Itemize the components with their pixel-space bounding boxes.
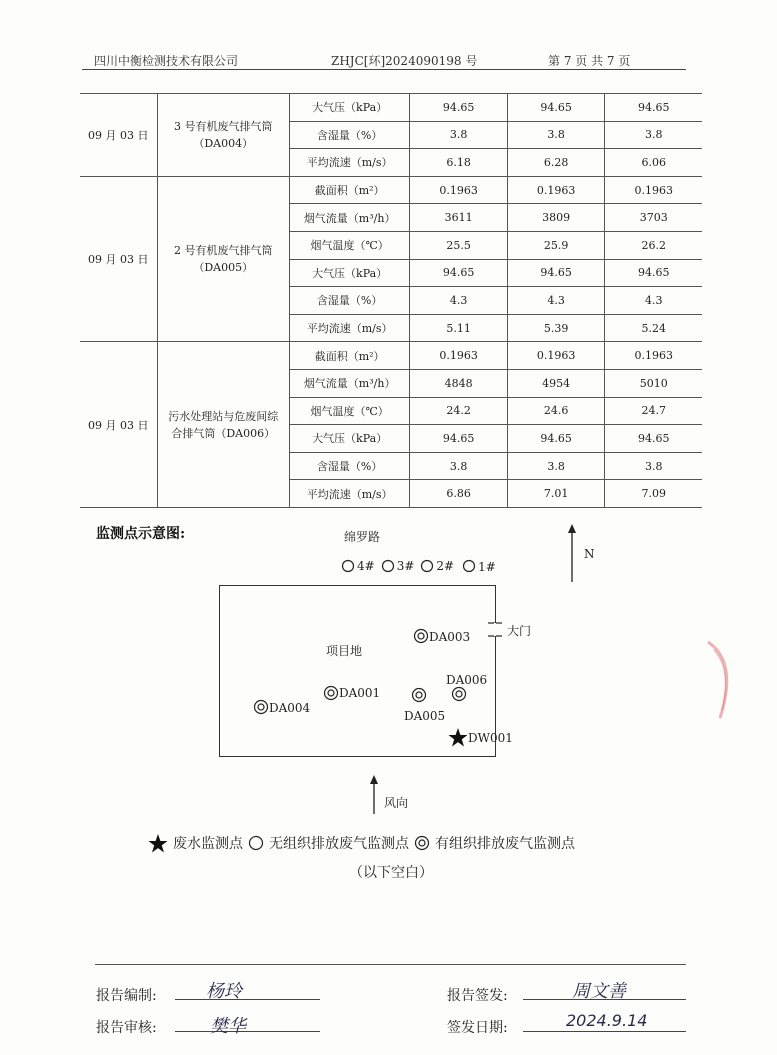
value-cell: 0.1963 [605, 176, 702, 204]
gate-icon [485, 620, 505, 640]
footer-rule [95, 964, 686, 965]
double-circle-icon [323, 685, 339, 701]
source-cell [157, 94, 289, 177]
value-cell: 4.3 [507, 287, 605, 315]
item-cell: 烟气流量（m³/h） [289, 204, 409, 232]
value-cell: 94.65 [507, 94, 605, 122]
point-da001: DA001 [339, 686, 381, 700]
monitoring-table [80, 93, 702, 508]
double-circle-icon [411, 687, 427, 703]
double-circle-icon [413, 628, 429, 644]
source-line: 合排气筒（DA006） [171, 426, 276, 440]
point-dw001: DW001 [468, 731, 513, 745]
source-line: （DA004） [193, 136, 254, 150]
value-cell: 3611 [410, 204, 508, 232]
value-cell: 6.06 [605, 149, 702, 177]
page-number: 第 7 页 共 7 页 [548, 54, 631, 68]
point-da004: DA004 [269, 701, 311, 715]
north-arrow-icon [565, 524, 579, 584]
value-cell: 94.65 [507, 259, 605, 287]
item-cell: 大气压（kPa） [289, 259, 409, 287]
compiled-label: 报告编制: [96, 988, 157, 1004]
item-cell: 大气压（kPa） [289, 425, 409, 453]
value-cell: 4.3 [410, 287, 508, 315]
boundary-point-2: 2# [436, 558, 455, 573]
circle-icon [420, 559, 434, 573]
item-cell: 烟气温度（℃） [289, 231, 409, 259]
double-circle-icon [253, 699, 269, 715]
issuer-signature: 周文善 [572, 981, 626, 1002]
item-cell: 烟气流量（m³/h） [289, 369, 409, 397]
road-label: 绵罗路 [344, 530, 381, 544]
value-cell: 0.1963 [410, 176, 508, 204]
circle-icon [341, 559, 355, 573]
item-cell: 平均流速（m/s） [289, 149, 409, 177]
header-rule [82, 69, 686, 70]
date-cell: 09 月 03 日 [80, 94, 157, 177]
star-icon [148, 834, 168, 853]
double-circle-icon [451, 686, 467, 702]
signature-line [175, 999, 320, 1000]
value-cell: 0.1963 [507, 176, 605, 204]
value-cell: 24.2 [410, 397, 508, 425]
value-cell: 94.65 [507, 425, 605, 453]
value-cell: 5.39 [507, 314, 605, 342]
signature-line [175, 1031, 320, 1032]
wind-label: 风向 [384, 796, 409, 810]
report-number: ZHJC[环]2024090198 号 [331, 54, 478, 68]
value-cell: 3.8 [605, 452, 702, 480]
value-cell: 25.9 [507, 231, 605, 259]
value-cell: 5010 [605, 369, 702, 397]
value-cell: 5.11 [410, 314, 508, 342]
table-row [80, 342, 702, 370]
reviewer-signature: 樊华 [210, 1016, 246, 1037]
legend [148, 833, 580, 853]
point-da006: DA006 [446, 673, 488, 687]
signature-line [523, 1031, 686, 1032]
item-cell: 烟气温度（℃） [289, 397, 409, 425]
value-cell: 3.8 [605, 121, 702, 149]
value-cell: 24.6 [507, 397, 605, 425]
value-cell: 94.65 [605, 425, 702, 453]
source-cell [157, 176, 289, 342]
value-cell: 3703 [605, 204, 702, 232]
star-icon [448, 728, 468, 747]
circle-icon [462, 559, 476, 573]
seal-stamp [700, 640, 760, 720]
company-name: 四川中衡检测技术有限公司 [94, 54, 239, 68]
legend-wastewater: 废水监测点 [173, 836, 243, 852]
source-line: 污水处理站与危废间综 [168, 409, 279, 423]
compiler-signature: 杨玲 [206, 981, 242, 1002]
value-cell: 3.8 [410, 452, 508, 480]
value-cell: 3809 [507, 204, 605, 232]
source-cell [157, 342, 289, 508]
reviewed-label: 报告审核: [96, 1020, 157, 1036]
item-cell: 平均流速（m/s） [289, 314, 409, 342]
issued-label: 报告签发: [447, 988, 508, 1004]
wind-arrow-icon [367, 775, 381, 815]
date-cell: 09 月 03 日 [80, 342, 157, 508]
value-cell: 4954 [507, 369, 605, 397]
value-cell: 6.86 [410, 480, 508, 508]
value-cell: 6.28 [507, 149, 605, 177]
issue-date: 2024.9.14 [566, 1011, 648, 1030]
value-cell: 6.18 [410, 149, 508, 177]
diagram-title: 监测点示意图: [96, 526, 186, 542]
circle-icon [381, 559, 395, 573]
circle-icon [248, 835, 264, 851]
source-line: （DA005） [193, 261, 254, 275]
value-cell: 3.8 [507, 452, 605, 480]
legend-organized: 有组织排放废气监测点 [435, 836, 575, 852]
boundary-point-4: 4# [357, 558, 375, 573]
value-cell: 0.1963 [507, 342, 605, 370]
value-cell: 4.3 [605, 287, 702, 315]
north-label: N [584, 547, 595, 561]
value-cell: 26.2 [605, 231, 702, 259]
value-cell: 0.1963 [605, 342, 702, 370]
value-cell: 24.7 [605, 397, 702, 425]
value-cell: 7.01 [507, 480, 605, 508]
boundary-point-3: 3# [396, 558, 415, 573]
gate-label: 大门 [507, 624, 532, 638]
item-cell: 截面积（m²） [289, 176, 409, 204]
source-line: 3 号有机废气排气筒 [173, 119, 273, 133]
value-cell: 94.65 [410, 94, 508, 122]
item-cell: 含湿量（%） [289, 287, 409, 315]
double-circle-icon [414, 835, 430, 851]
source-line: 2 号有机废气排气筒 [173, 244, 273, 258]
value-cell: 7.09 [605, 480, 702, 508]
value-cell: 94.65 [605, 259, 702, 287]
end-note: （以下空白） [349, 865, 433, 881]
value-cell: 3.8 [507, 121, 605, 149]
legend-unorganized: 无组织排放废气监测点 [269, 836, 409, 852]
item-cell: 含湿量（%） [289, 452, 409, 480]
value-cell: 3.8 [410, 121, 508, 149]
table-row [80, 176, 702, 204]
point-da005: DA005 [404, 709, 446, 723]
point-da003: DA003 [429, 630, 471, 644]
item-cell: 含湿量（%） [289, 121, 409, 149]
value-cell: 4848 [410, 369, 508, 397]
value-cell: 94.65 [410, 259, 508, 287]
site-label: 项目地 [326, 644, 363, 658]
value-cell: 94.65 [410, 425, 508, 453]
value-cell: 94.65 [605, 94, 702, 122]
date-cell: 09 月 03 日 [80, 176, 157, 342]
item-cell: 截面积（m²） [289, 342, 409, 370]
boundary-points [341, 557, 496, 574]
item-cell: 平均流速（m/s） [289, 480, 409, 508]
boundary-point-1: 1# [478, 560, 496, 574]
value-cell: 0.1963 [410, 342, 508, 370]
value-cell: 5.24 [605, 314, 702, 342]
item-cell: 大气压（kPa） [289, 94, 409, 122]
date-label: 签发日期: [447, 1020, 508, 1036]
table-row [80, 94, 702, 122]
value-cell: 25.5 [410, 231, 508, 259]
